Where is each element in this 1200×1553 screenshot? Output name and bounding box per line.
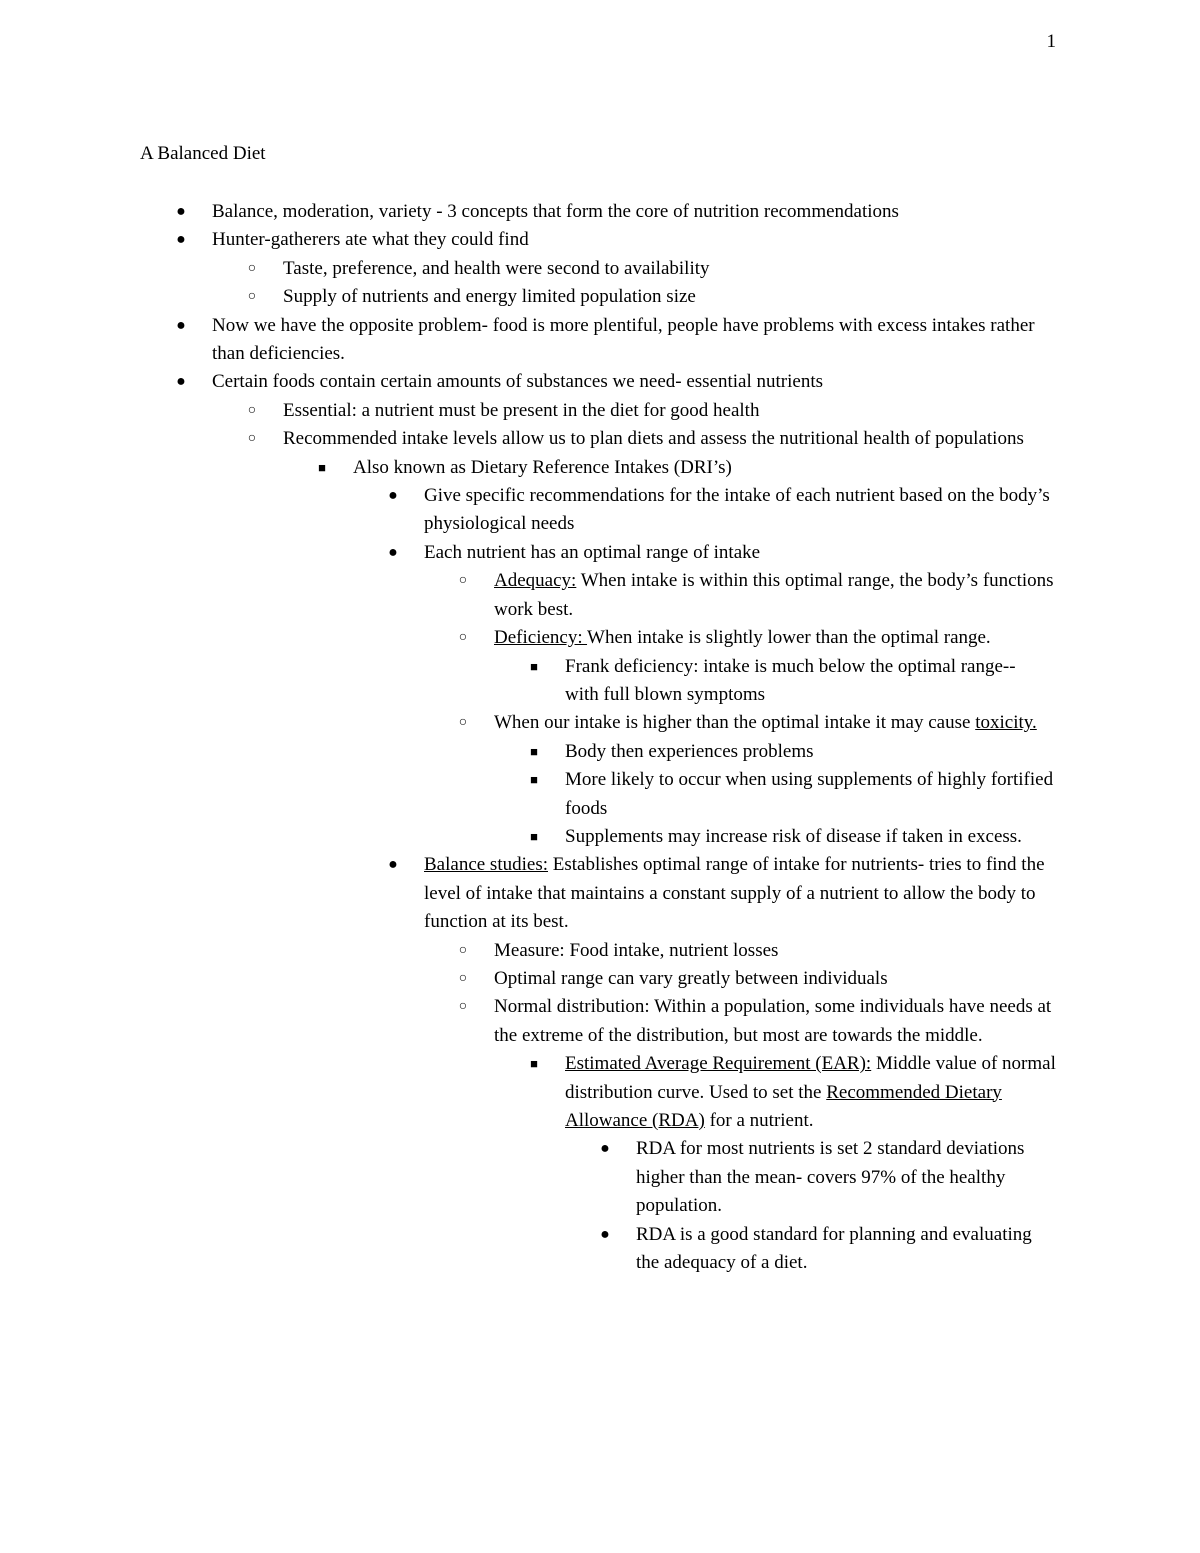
square-bullet-icon: ■ xyxy=(530,772,538,788)
circle-bullet-icon: ○ xyxy=(458,970,468,986)
square-bullet-icon: ■ xyxy=(530,743,538,759)
circle-bullet-icon: ○ xyxy=(247,289,257,305)
list-item xyxy=(458,709,1060,737)
list-item xyxy=(388,482,1059,539)
list-item xyxy=(247,283,1063,311)
disc-bullet-icon: ● xyxy=(388,856,398,874)
item-text: Body then experiences problems xyxy=(565,740,814,762)
underlined-term: Adequacy: xyxy=(494,570,577,592)
item-text: for a nutrient. xyxy=(704,1110,814,1131)
item-text: Give specific recommendations for the intake of each nutrient based on the body’s physiological needs xyxy=(424,485,1050,535)
list-item xyxy=(247,397,1063,425)
item-text: Certain foods contain certain amounts of substances we need- essential nutrients xyxy=(212,371,823,393)
list-item xyxy=(530,766,1060,823)
item-text: Taste, preference, and health were second to availability xyxy=(283,257,710,279)
item-text: When intake is within this optimal range, the body’s functions work best. xyxy=(494,570,1054,620)
list-item xyxy=(600,1135,1056,1220)
item-text: When our intake is higher than the optimal intake it may cause xyxy=(494,712,976,734)
square-bullet-icon: ■ xyxy=(530,1056,538,1072)
circle-bullet-icon: ○ xyxy=(458,999,468,1015)
circle-bullet-icon: ○ xyxy=(247,402,257,418)
item-text: Frank deficiency: intake is much below the optimal range-- with full blown symptoms xyxy=(565,655,1016,705)
item-text: RDA for most nutrients is set 2 standard deviations higher than the mean- covers 97% of the healthy population. xyxy=(636,1138,1025,1217)
underlined-term: Balance studies: xyxy=(424,854,548,876)
list-item xyxy=(458,567,1060,624)
item-text: Middle value of normal distribution curve. Used to set the xyxy=(565,1053,1056,1103)
list-item xyxy=(458,937,1060,965)
list-item xyxy=(458,624,1064,652)
circle-bullet-icon: ○ xyxy=(458,942,468,958)
list-item xyxy=(176,198,1062,226)
document-title: A Balanced Diet xyxy=(140,143,266,164)
disc-bullet-icon: ● xyxy=(176,203,186,220)
item-text: Optimal range can vary greatly between individuals xyxy=(494,967,888,989)
list-item xyxy=(458,965,1060,993)
item-text: Also known as Dietary Reference Intakes (DRI’s) xyxy=(353,456,732,478)
list-item xyxy=(458,993,1060,1050)
square-bullet-icon: ■ xyxy=(530,658,538,674)
list-item xyxy=(530,738,1060,766)
disc-bullet-icon: ● xyxy=(388,487,398,505)
item-text: Now we have the opposite problem- food is more plentiful, people have problems with excess intakes rather than deficiencies. xyxy=(212,314,1035,365)
item-text: Each nutrient has an optimal range of intake xyxy=(424,541,761,563)
circle-bullet-icon: ○ xyxy=(458,630,468,646)
underlined-term: Estimated Average Requirement (EAR): xyxy=(565,1053,872,1075)
list-item xyxy=(388,851,1064,936)
list-item xyxy=(530,823,1030,851)
circle-bullet-icon: ○ xyxy=(247,260,257,276)
underlined-term: Deficiency: xyxy=(494,627,588,649)
list-item xyxy=(176,368,1062,396)
circle-bullet-icon: ○ xyxy=(247,431,257,447)
list-item xyxy=(318,454,1058,482)
list-item xyxy=(247,255,1063,283)
underlined-term: Recommended Dietary Allowance (RDA) xyxy=(565,1081,1002,1131)
circle-bullet-icon: ○ xyxy=(458,715,468,731)
underlined-term: toxicity. xyxy=(975,712,1037,734)
list-item xyxy=(600,1221,1056,1278)
item-text: Balance, moderation, variety - 3 concepts that form the core of nutrition recommendations xyxy=(212,201,899,222)
square-bullet-icon: ■ xyxy=(318,459,326,475)
disc-bullet-icon: ● xyxy=(176,316,186,334)
disc-bullet-icon: ● xyxy=(600,1225,610,1243)
item-text: Recommended intake levels allow us to plan diets and assess the nutritional health of populations xyxy=(283,428,1024,450)
list-item xyxy=(176,226,1062,254)
notes-outline xyxy=(0,198,1200,1277)
item-text: When intake is slightly lower than the optimal range. xyxy=(587,627,991,649)
circle-bullet-icon: ○ xyxy=(458,573,468,589)
item-text: RDA is a good standard for planning and evaluating the adequacy of a diet. xyxy=(636,1223,1032,1274)
item-text: More likely to occur when using supplements of highly fortified foods xyxy=(565,769,1054,819)
list-item xyxy=(530,653,1025,710)
item-text: Measure: Food intake, nutrient losses xyxy=(494,939,779,961)
item-text: Establishes optimal range of intake for nutrients- tries to find the level of intake that maintains a constant supply of a nutrient to allow the body to function at its best. xyxy=(424,854,1045,933)
square-bullet-icon: ■ xyxy=(530,828,538,844)
list-item xyxy=(388,539,1059,567)
item-text: Hunter-gatherers ate what they could find xyxy=(212,229,529,251)
list-item xyxy=(247,425,1043,453)
disc-bullet-icon: ● xyxy=(176,373,186,391)
disc-bullet-icon: ● xyxy=(600,1140,610,1158)
item-text: Normal distribution: Within a population, some individuals have needs at the extreme of the distribution, but most are towards the middle. xyxy=(494,996,1052,1046)
item-text: Essential: a nutrient must be present in the diet for good health xyxy=(283,399,760,421)
item-text: Supplements may increase risk of disease if taken in excess. xyxy=(565,825,1022,847)
page-number: 1 xyxy=(1046,31,1056,52)
list-item xyxy=(530,1050,1060,1135)
disc-bullet-icon: ● xyxy=(176,231,186,249)
list-item xyxy=(176,312,1062,369)
disc-bullet-icon: ● xyxy=(388,543,398,561)
item-text: Supply of nutrients and energy limited population size xyxy=(283,286,696,308)
